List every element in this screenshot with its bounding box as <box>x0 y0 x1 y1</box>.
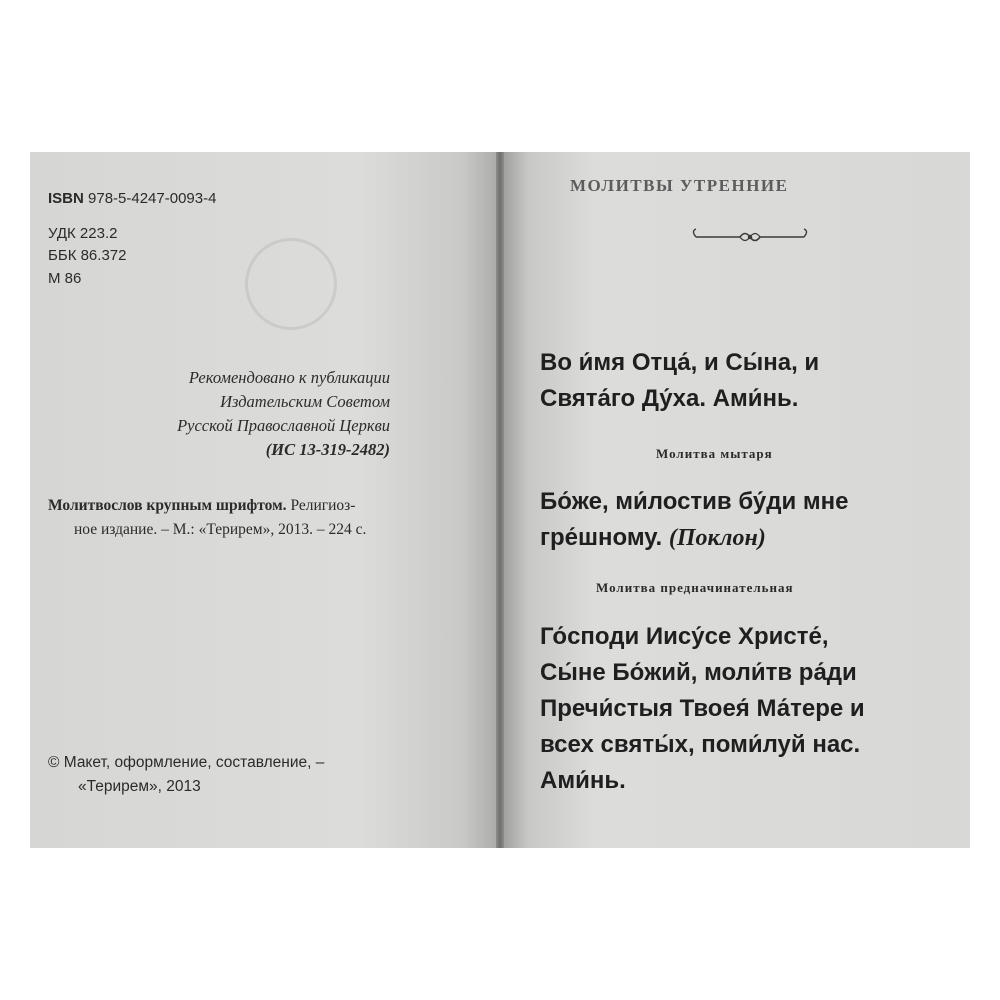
section-title: МОЛИТВЫ УТРЕННИЕ <box>570 176 789 195</box>
prayer-label-initial: Молитва предначинательная <box>596 580 794 595</box>
bibliographic-rest: Религиоз- <box>286 497 356 514</box>
bibliographic-line-1 <box>48 497 355 515</box>
prayer-label-publican: Молитва мытаря <box>656 446 773 461</box>
prayer-2-line-1: Бо́же, ми́лостив бу́ди мне <box>540 488 849 515</box>
prayer-3-line-1: Го́споди Иису́се Христе́, <box>540 623 829 650</box>
isbn-line <box>48 190 216 207</box>
prayer-3-line-3: Пречи́стыя Твоея́ Ма́тере и <box>540 695 865 722</box>
recommendation-line-1: Рекомендовано к публикации <box>188 368 390 387</box>
poklon-instruction: (Поклон) <box>668 525 766 551</box>
prayer-1-line-1: Во и́мя Отца́, и Сы́на, и <box>540 349 820 376</box>
prayer-2-text: гре́шному. <box>540 524 663 551</box>
prayer-publican <box>540 484 948 556</box>
isbn-label: ISBN <box>48 190 84 207</box>
recommendation-line-2: Издательским Советом <box>220 392 390 411</box>
recommendation-code: (ИС 13-319-2482) <box>265 440 390 459</box>
prayer-initial <box>540 619 948 799</box>
bleed-through-seal-icon <box>245 238 337 330</box>
isbn-value: 978-5-4247-0093-4 <box>88 190 217 207</box>
copyright-line-1: © Макет, оформление, составление, – <box>48 754 325 771</box>
prayer-3-line-4: всех святы́х, поми́луй нас. <box>540 731 861 758</box>
prayer-3-line-2: Сы́не Бо́жий, моли́тв ра́ди <box>540 659 857 686</box>
prayer-1-line-2: Свята́го Ду́ха. Ами́нь. <box>540 385 799 412</box>
ornament-divider-icon <box>690 228 810 246</box>
bbk-code: ББК 86.372 <box>48 247 127 264</box>
copyright-line-2: «Терирем», 2013 <box>78 778 201 795</box>
book-spine-gutter <box>496 152 504 848</box>
udk-code: УДК 223.2 <box>48 225 118 242</box>
bibliographic-title: Молитвослов крупным шрифтом. <box>48 497 287 514</box>
bibliographic-line-2: ное издание. – М.: «Терирем», 2013. – 224 с. <box>74 521 367 538</box>
prayer-2-line-2 <box>540 520 948 556</box>
prayer-3-line-5: Ами́нь. <box>540 767 626 794</box>
author-mark: М 86 <box>48 270 82 287</box>
recommendation-line-3: Русской Православной Церкви <box>177 416 390 435</box>
prayer-sign-of-cross <box>540 345 948 417</box>
